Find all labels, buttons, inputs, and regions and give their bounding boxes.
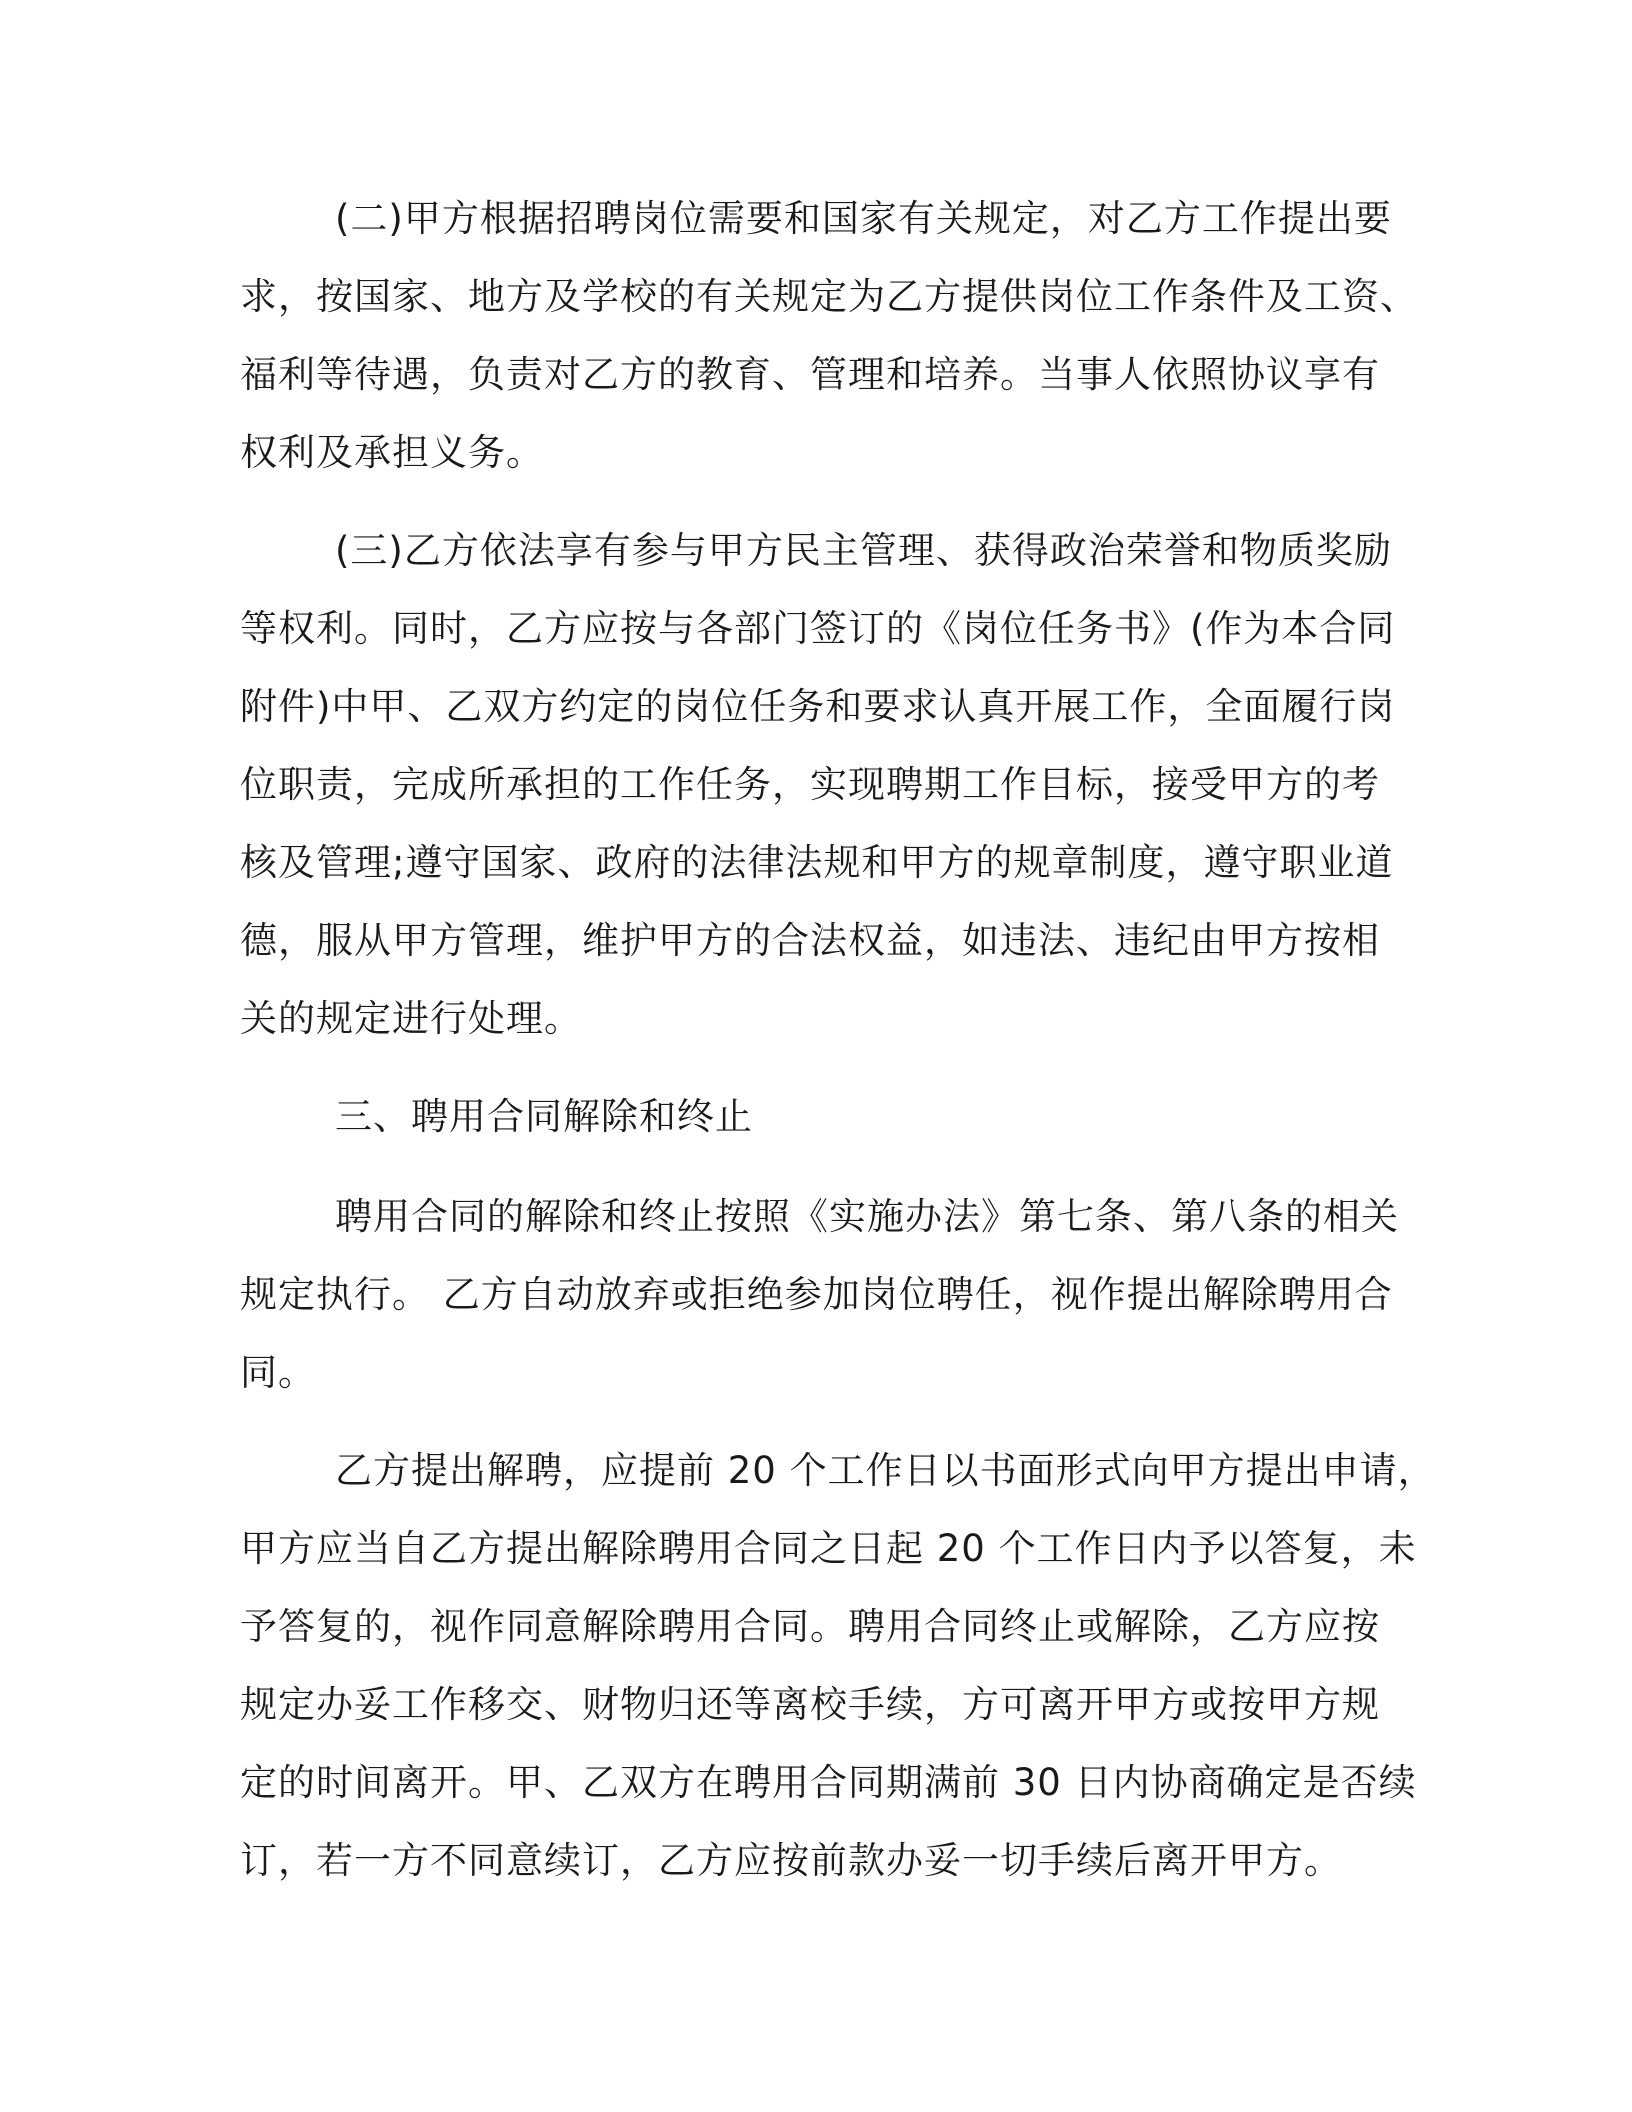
paragraph-party-b-duties [240,512,1396,1058]
paragraph-line: 等权利。同时，乙方应按与各部门签订的《岗位任务书》(作为本合同 [240,607,1396,650]
paragraph-line: 核及管理;遵守国家、政府的法律法规和甲方的规章制度，遵守职业道 [240,841,1394,884]
paragraph-line: 乙方提出解聘，应提前 20 个工作日以书面形式向甲方提出申请， [335,1449,1436,1492]
paragraph-line: 权利及承担义务。 [240,431,544,474]
section-heading [240,1078,1380,1156]
paragraph-line: 予答复的，视作同意解除聘用合同。聘用合同终止或解除，乙方应按 [240,1605,1380,1648]
paragraph-line: 位职责，完成所承担的工作任务，实现聘期工作目标，接受甲方的考 [240,763,1380,806]
paragraph-line: 关的规定进行处理。 [240,997,582,1040]
paragraph-line: (二)甲方根据招聘岗位需要和国家有关规定，对乙方工作提出要 [335,197,1392,240]
paragraph-resignation-procedure [240,1432,1436,1900]
paragraph-line: 订，若一方不同意续订，乙方应按前款办妥一切手续后离开甲方。 [240,1839,1342,1882]
paragraph-line: 附件)中甲、乙双方约定的岗位任务和要求认真开展工作，全面履行岗 [240,685,1396,728]
paragraph-line: 德，服从甲方管理，维护甲方的合法权益，如违法、违纪由甲方按相 [240,919,1380,962]
paragraph-line: 定的时间离开。甲、乙双方在聘用合同期满前 30 日内协商确定是否续 [240,1761,1417,1804]
paragraph-line: 规定办妥工作移交、财物归还等离校手续，方可离开甲方或按甲方规 [240,1683,1380,1726]
paragraph-line: (三)乙方依法享有参与甲方民主管理、获得政治荣誉和物质奖励 [335,529,1392,572]
paragraph-rights-obligations [240,180,1418,492]
section-heading-text: 三、聘用合同解除和终止 [335,1095,753,1138]
paragraph-line: 福利等待遇，负责对乙方的教育、管理和培养。当事人依照协议享有 [240,353,1380,396]
paragraph-line: 规定执行。 乙方自动放弃或拒绝参加岗位聘任，视作提出解除聘用合 [240,1273,1393,1316]
paragraph-line: 甲方应当自乙方提出解除聘用合同之日起 20 个工作日内予以答复，未 [240,1527,1417,1570]
paragraph-line: 聘用合同的解除和终止按照《实施办法》第七条、第八条的相关 [335,1195,1399,1238]
paragraph-line: 求，按国家、地方及学校的有关规定为乙方提供岗位工作条件及工资、 [240,275,1418,318]
paragraph-termination-rules [240,1178,1399,1412]
paragraph-line: 同。 [240,1351,316,1394]
